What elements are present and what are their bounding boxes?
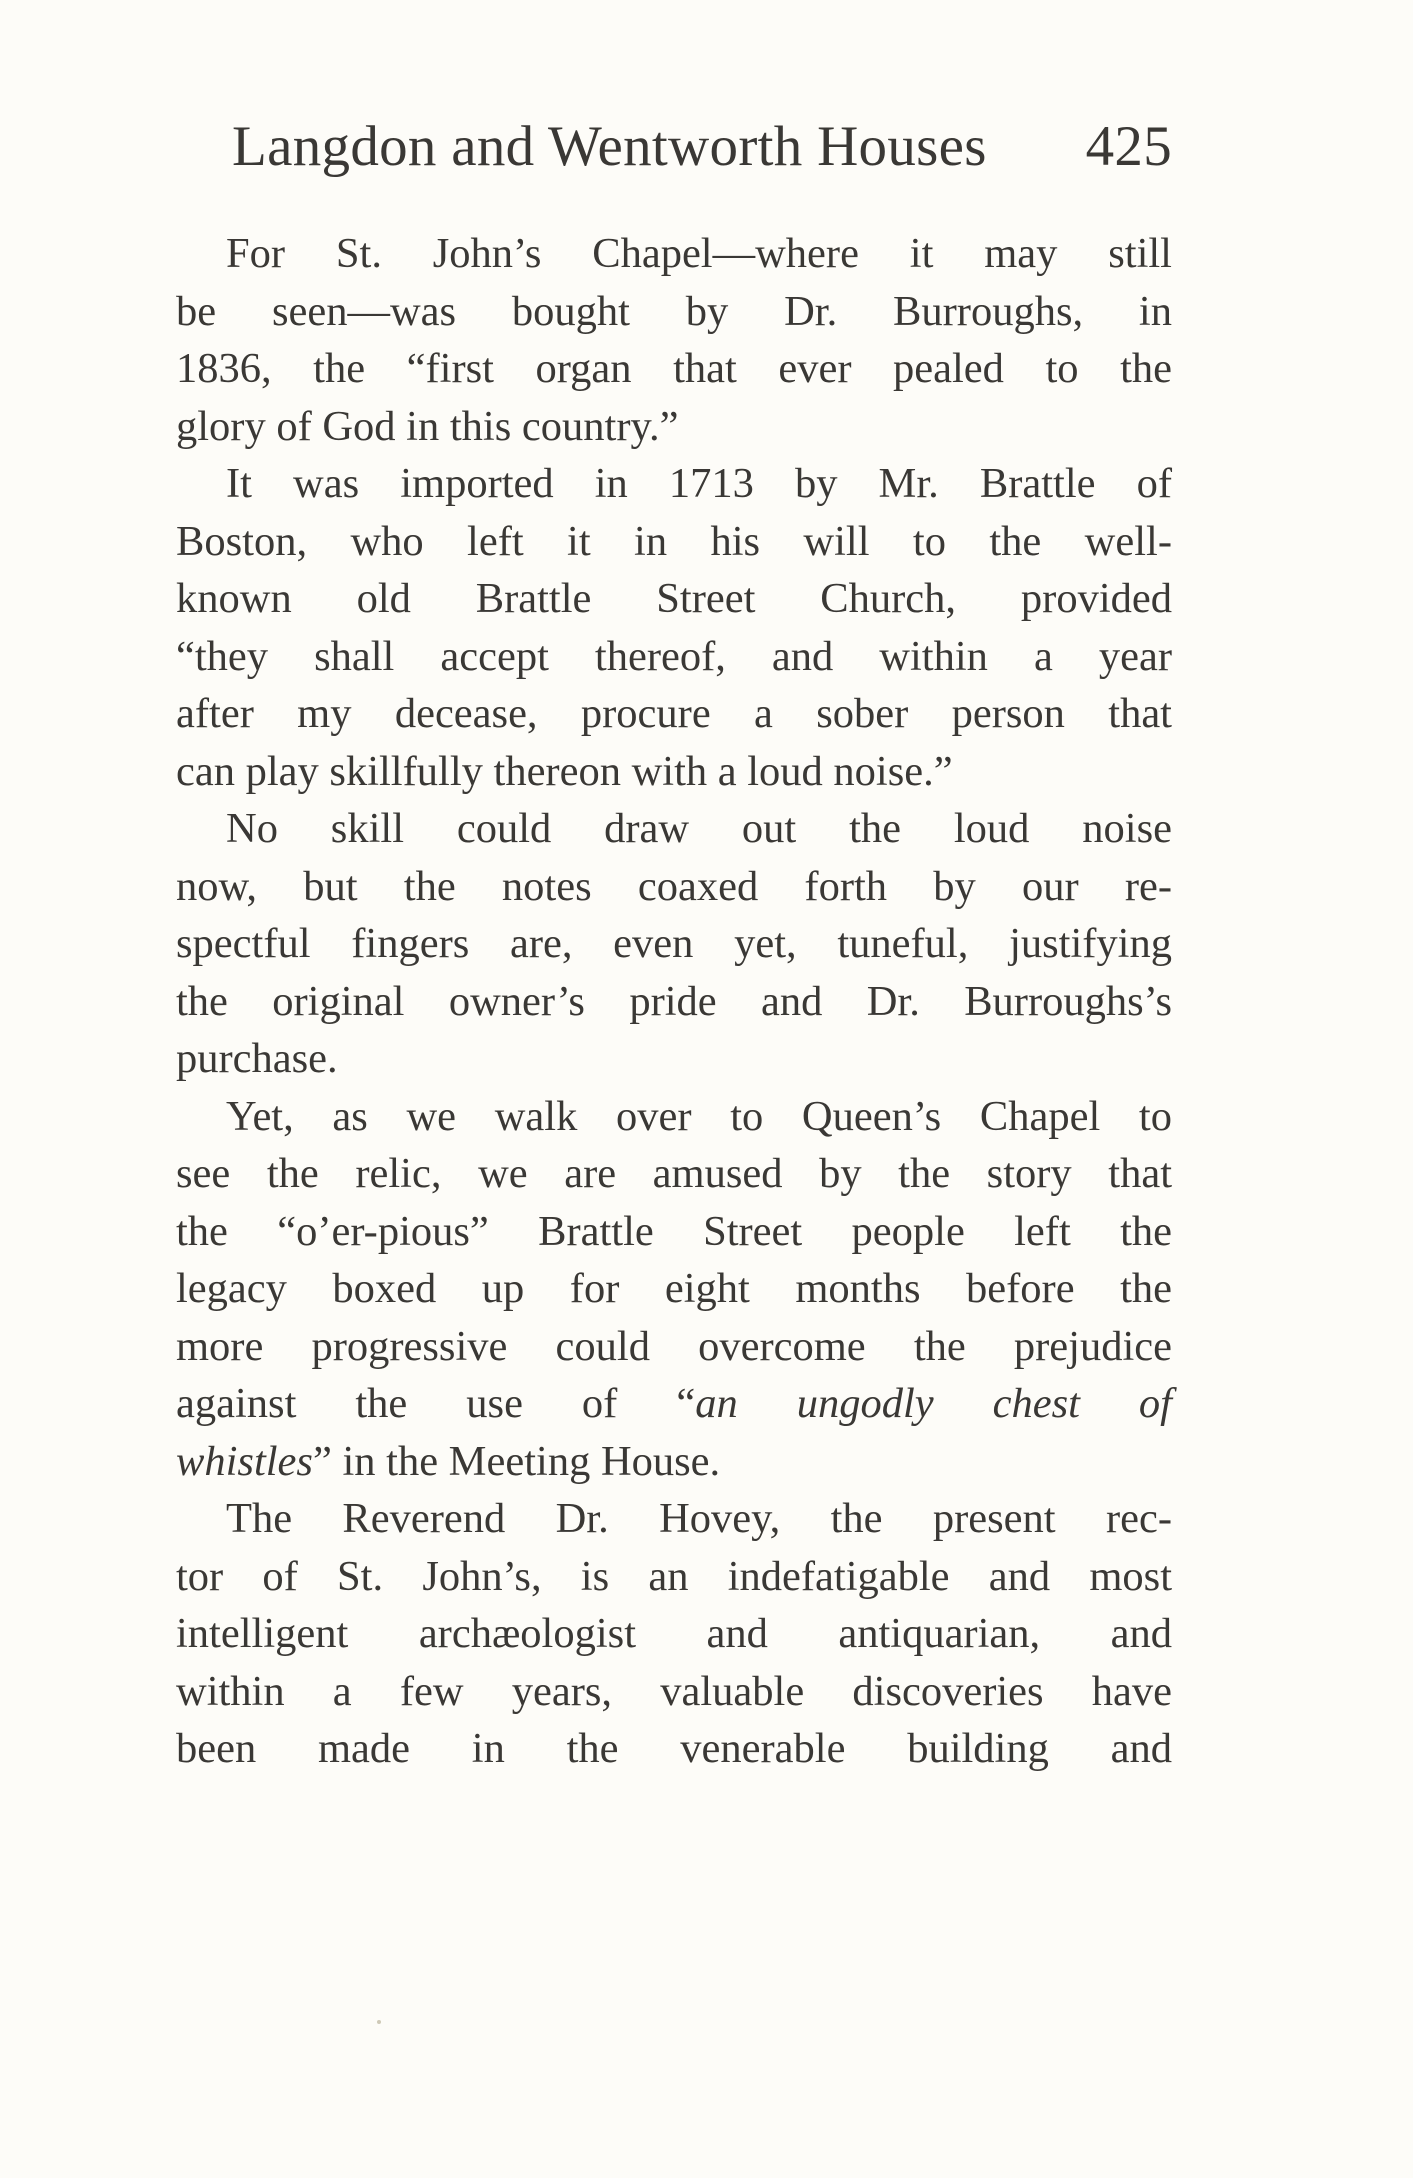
italic-quote: an ungodly chest of <box>695 1380 1172 1427</box>
text-line: Boston, who left it in his will to the well- <box>176 517 1172 565</box>
running-head-title: Langdon and Wentworth Houses <box>232 115 987 178</box>
text-run: against the use of “ <box>176 1380 696 1427</box>
text-line: the “o’er-pious” Brattle Street people left the <box>176 1207 1172 1255</box>
text-line: the original owner’s pride and Dr. Burroughs’s <box>176 977 1172 1025</box>
text-line: more progressive could overcome the prejudice <box>176 1322 1172 1370</box>
text-line: glory of God in this country.” <box>176 402 679 450</box>
text-line: within a few years, valuable discoveries have <box>176 1667 1172 1715</box>
text-line: intelligent archæologist and antiquarian, and <box>176 1610 1172 1657</box>
italic-quote: whistles <box>176 1437 313 1485</box>
running-head <box>232 112 1172 182</box>
text-line: see the relic, we are amused by the story that <box>176 1150 1172 1197</box>
text-line: now, but the notes coaxed forth by our re- <box>176 862 1172 910</box>
paper-speck <box>377 2020 381 2024</box>
text-line: No skill could draw out the loud noise <box>226 805 1172 852</box>
text-line: legacy boxed up for eight months before the <box>176 1265 1172 1312</box>
text-line: The Reverend Dr. Hovey, the present rec- <box>226 1495 1172 1542</box>
text-line: can play skillfully thereon with a loud noise.” <box>176 747 953 795</box>
text-line: It was imported in 1713 by Mr. Brattle of <box>226 460 1172 507</box>
text-line: purchase. <box>176 1035 338 1082</box>
text-line: tor of St. John’s, is an indefatigable and most <box>176 1552 1172 1600</box>
text-line: 1836, the “first organ that ever pealed to the <box>176 345 1172 392</box>
text-line: known old Brattle Street Church, provided <box>176 575 1172 622</box>
text-line <box>176 1375 1172 1433</box>
text-line: be seen—was bought by Dr. Burroughs, in <box>176 287 1172 335</box>
page-number: 425 <box>1085 115 1172 178</box>
text-line: For St. John’s Chapel—where it may still <box>226 230 1172 277</box>
text-line: “they shall accept thereof, and within a year <box>176 632 1172 680</box>
text-line: been made in the venerable building and <box>176 1725 1172 1772</box>
text-line: Yet, as we walk over to Queen’s Chapel to <box>226 1092 1172 1140</box>
text-line <box>176 1433 1172 1491</box>
text-run: ” in the Meeting House. <box>312 1437 721 1485</box>
text-line: spectful fingers are, even yet, tuneful, justifying <box>176 920 1172 967</box>
text-line: after my decease, procure a sober person that <box>176 690 1172 737</box>
body-text <box>176 225 1172 1778</box>
